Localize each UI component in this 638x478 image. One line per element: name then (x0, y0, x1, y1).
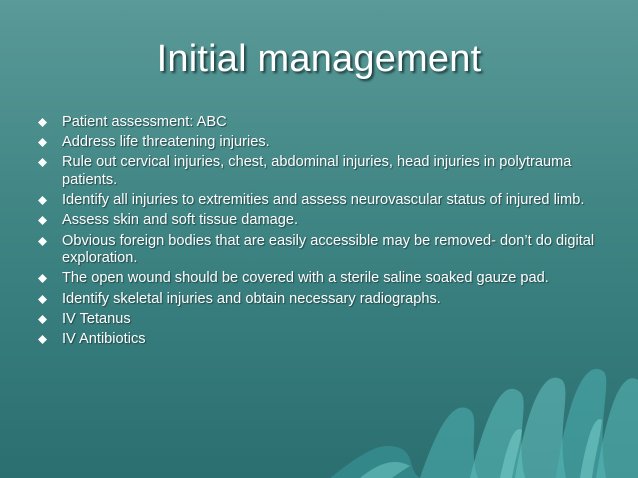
list-item-text: Address life threatening injuries. (62, 134, 270, 151)
diamond-bullet-icon (38, 315, 47, 324)
list-item (38, 311, 613, 329)
diamond-bullet-icon (38, 138, 47, 147)
list-item-text: IV Tetanus (62, 310, 131, 327)
list-item (38, 233, 613, 268)
diamond-bullet-icon (38, 335, 47, 344)
list-item-text: Identify skeletal injuries and obtain necessary radiographs. (62, 290, 441, 307)
list-item-text: Assess skin and soft tissue damage. (62, 212, 299, 229)
diamond-bullet-icon (38, 295, 47, 304)
list-item (38, 270, 613, 288)
list-item-text: Obvious foreign bodies that are easily accessible may be removed- don’t do digital exploration. (62, 232, 595, 267)
list-item (38, 134, 613, 152)
bullet-list (38, 114, 613, 351)
list-item (38, 291, 613, 309)
list-item (38, 154, 613, 189)
diamond-bullet-icon (38, 196, 47, 205)
list-item-text: Patient assessment: ABC (62, 114, 227, 130)
list-item-text: Rule out cervical injuries, chest, abdominal injuries, head injuries in polytrauma patients. (62, 154, 572, 188)
diamond-bullet-icon (38, 274, 47, 283)
list-item-text: IV Antibiotics (62, 330, 146, 347)
slide-title: Initial management (156, 38, 482, 80)
diamond-bullet-icon (38, 216, 47, 225)
list-item-text: Identify all injuries to extremities and assess neurovascular status of injured limb. (62, 192, 585, 209)
list-item (38, 114, 613, 132)
diamond-bullet-icon (38, 158, 47, 167)
diamond-bullet-icon (38, 237, 47, 246)
list-item (38, 192, 613, 210)
list-item (38, 331, 613, 349)
list-item (38, 212, 613, 230)
diamond-bullet-icon (38, 118, 47, 127)
list-item-text: The open wound should be covered with a sterile saline soaked gauze pad. (62, 270, 549, 287)
